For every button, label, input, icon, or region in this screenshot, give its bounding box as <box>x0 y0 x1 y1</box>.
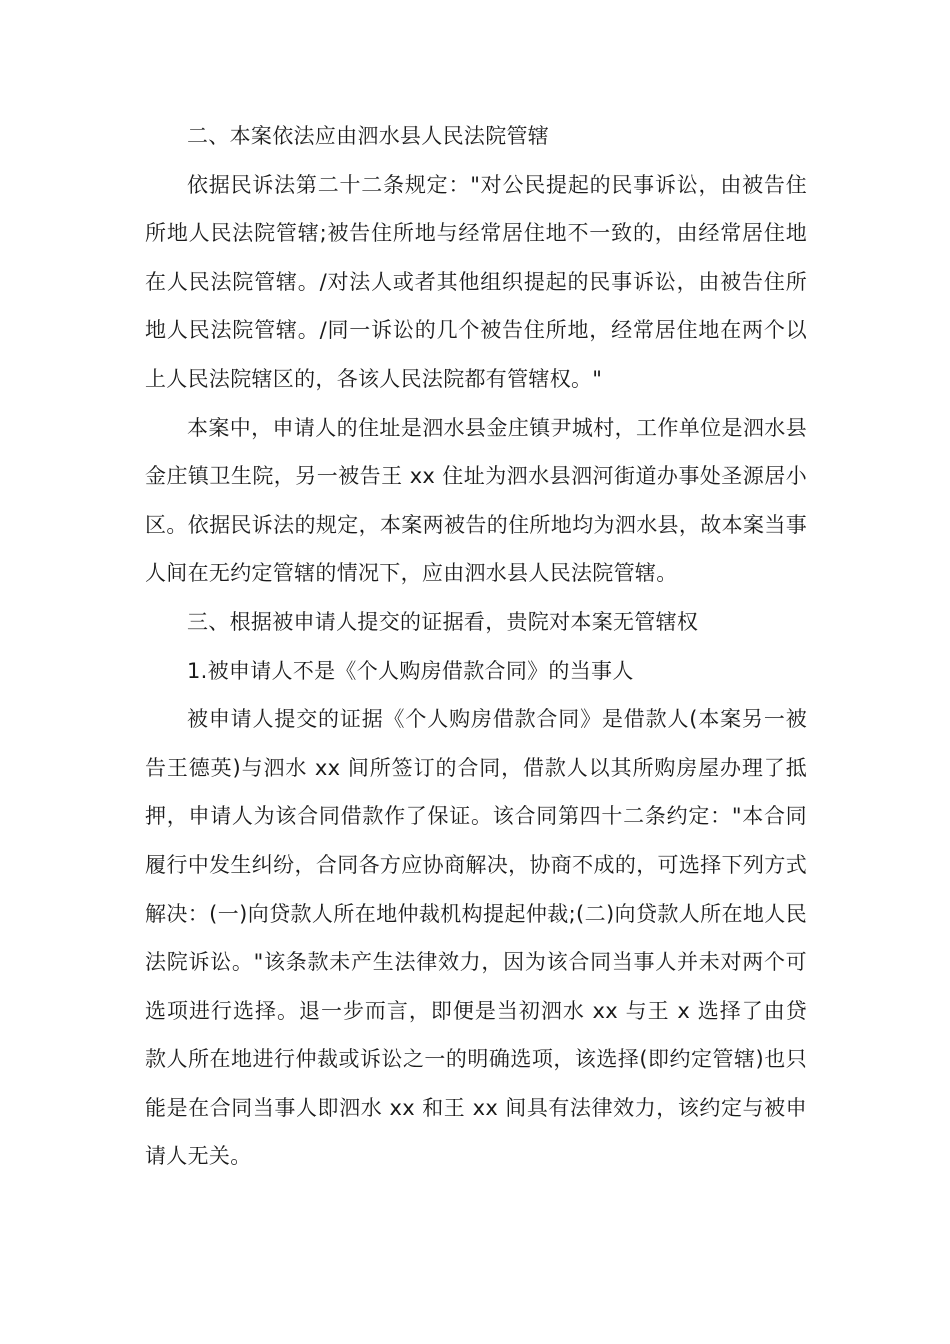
paragraph-legal-basis: 依据民诉法第二十二条规定："对公民提起的民事诉讼，由被告住所地人民法院管辖;被告住所地与经常居住地不一致的，由经常居住地在人民法院管辖。/对法人或者其他组织提起的民事诉讼，由被告住所地人民法院管辖。/同一诉讼的几个被告住所地，经常居住地在两个以上人民法院辖区的，各该人民法院都有管辖权。" <box>145 172 807 391</box>
section-heading-no-jurisdiction: 三、根据被申请人提交的证据看，贵院对本案无管辖权 <box>187 609 699 634</box>
document-body <box>145 112 807 1181</box>
section-heading-jurisdiction: 二、本案依法应由泗水县人民法院管辖 <box>187 124 550 148</box>
paragraph-contract-analysis: 被申请人提交的证据《个人购房借款合同》是借款人(本案另一被告王德英)与泗水 xx 间所签订的合同，借款人以其所购房屋办理了抵押，申请人为该合同借款作了保证。该合同第四十二条约定："本合同履行中发生纠纷，合同各方应协商解决，协商不成的，可选择下列方式解决：(一)向贷款人所在地仲裁机构提起仲裁;(二)向贷款人所在地人民法院诉讼。"该条款未产生法律效力，因为该合同当事人并未对两个可选项进行选择。退一步而言，即便是当初泗水 xx 与王 x 选择了由贷款人所在地进行仲裁或诉讼之一的明确选项，该选择(即约定管辖)也只能是在合同当事人即泗水 xx 和王 xx 间具有法律效力，该约定与被申请人无关。 <box>145 707 807 1169</box>
subheading-not-party: 1.被申请人不是《个人购房借款合同》的当事人 <box>187 658 634 683</box>
paragraph-case-facts: 本案中，申请人的住址是泗水县金庄镇尹城村，工作单位是泗水县金庄镇卫生院，另一被告王 xx 住址为泗水县泗河街道办事处圣源居小区。依据民诉法的规定，本案两被告的住所地均为泗水县，故本案当事人间在无约定管辖的情况下，应由泗水县人民法院管辖。 <box>145 415 807 586</box>
